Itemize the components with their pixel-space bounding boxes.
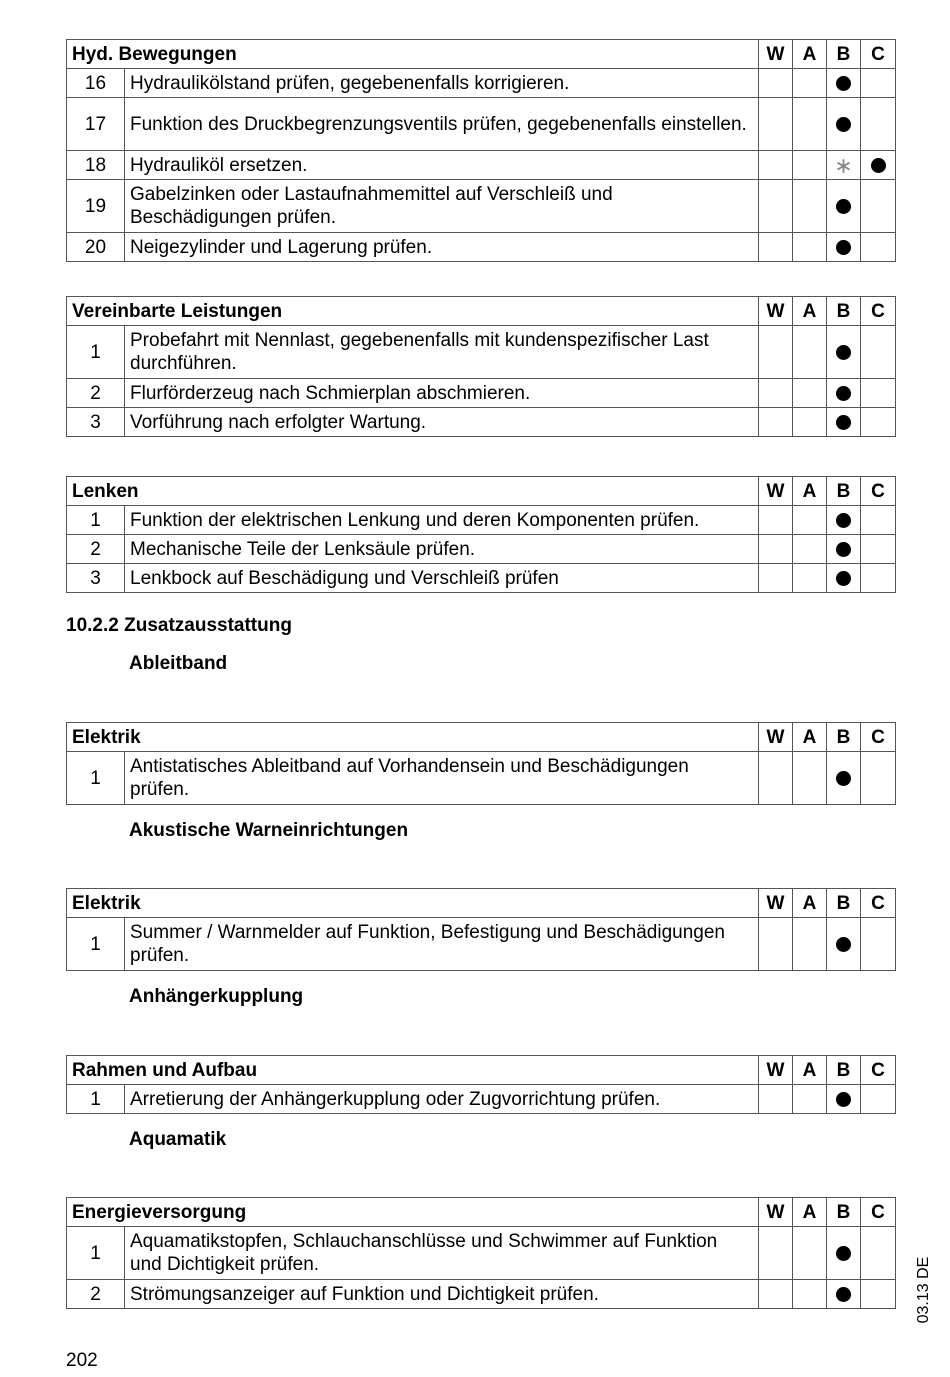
interval-cell-b bbox=[827, 1085, 861, 1114]
interval-cell-b bbox=[827, 151, 861, 180]
interval-cell-c bbox=[861, 535, 896, 564]
item-number: 1 bbox=[67, 326, 125, 379]
interval-cell-c bbox=[861, 918, 896, 971]
col-c: C bbox=[861, 889, 896, 918]
interval-cell-w bbox=[759, 151, 793, 180]
col-a: A bbox=[793, 297, 827, 326]
col-w: W bbox=[759, 889, 793, 918]
interval-cell-a bbox=[793, 151, 827, 180]
table-row bbox=[67, 69, 896, 98]
filled-dot-icon bbox=[836, 240, 851, 255]
table-title: Elektrik bbox=[67, 889, 759, 918]
interval-cell-c bbox=[861, 1280, 896, 1309]
interval-cell-c bbox=[861, 180, 896, 233]
table-title: Hyd. Bewegungen bbox=[67, 40, 759, 69]
subheading-akustische: Akustische Warneinrichtungen bbox=[129, 820, 409, 841]
col-c: C bbox=[861, 40, 896, 69]
table-row bbox=[67, 918, 896, 971]
item-number: 17 bbox=[67, 98, 125, 151]
table-lenken bbox=[66, 476, 896, 593]
interval-cell-a bbox=[793, 98, 827, 151]
interval-cell-a bbox=[793, 408, 827, 437]
item-description: Antistatisches Ableitband auf Vorhandensein und Beschädigungen prüfen. bbox=[125, 752, 759, 805]
interval-cell-c bbox=[861, 408, 896, 437]
filled-dot-icon bbox=[836, 1287, 851, 1302]
interval-cell-a bbox=[793, 564, 827, 593]
page-number: 202 bbox=[66, 1350, 98, 1371]
table-row bbox=[67, 564, 896, 593]
table-row bbox=[67, 180, 896, 233]
interval-cell-w bbox=[759, 180, 793, 233]
item-number: 19 bbox=[67, 180, 125, 233]
interval-cell-w bbox=[759, 379, 793, 408]
col-b: B bbox=[827, 297, 861, 326]
table-row bbox=[67, 408, 896, 437]
interval-cell-b bbox=[827, 535, 861, 564]
interval-cell-a bbox=[793, 918, 827, 971]
interval-cell-c bbox=[861, 506, 896, 535]
interval-cell-a bbox=[793, 752, 827, 805]
filled-dot-icon bbox=[836, 771, 851, 786]
interval-cell-w bbox=[759, 752, 793, 805]
table-row bbox=[67, 506, 896, 535]
section-heading: 10.2.2 Zusatzausstattung bbox=[66, 615, 292, 636]
interval-cell-b bbox=[827, 69, 861, 98]
table-row bbox=[67, 752, 896, 805]
interval-cell-w bbox=[759, 98, 793, 151]
col-w: W bbox=[759, 1198, 793, 1227]
interval-cell-w bbox=[759, 326, 793, 379]
col-w: W bbox=[759, 723, 793, 752]
interval-cell-a bbox=[793, 506, 827, 535]
interval-cell-w bbox=[759, 1085, 793, 1114]
col-b: B bbox=[827, 1198, 861, 1227]
subheading-anhaenger: Anhängerkupplung bbox=[129, 986, 304, 1007]
col-w: W bbox=[759, 1056, 793, 1085]
item-description: Aquamatikstopfen, Schlauchanschlüsse und Schwimmer auf Funktion und Dichtigkeit prüfen. bbox=[125, 1227, 759, 1280]
interval-cell-w bbox=[759, 535, 793, 564]
interval-cell-c bbox=[861, 752, 896, 805]
col-a: A bbox=[793, 477, 827, 506]
item-description: Neigezylinder und Lagerung prüfen. bbox=[125, 233, 759, 262]
filled-dot-icon bbox=[836, 199, 851, 214]
table-row bbox=[67, 1227, 896, 1280]
interval-cell-b bbox=[827, 379, 861, 408]
table-row bbox=[67, 326, 896, 379]
col-c: C bbox=[861, 1198, 896, 1227]
filled-dot-icon bbox=[836, 542, 851, 557]
table-title: Rahmen und Aufbau bbox=[67, 1056, 759, 1085]
col-a: A bbox=[793, 40, 827, 69]
interval-cell-a bbox=[793, 180, 827, 233]
item-description: Gabelzinken oder Lastaufnahmemittel auf Verschleiß und Beschädigungen prüfen. bbox=[125, 180, 759, 233]
interval-cell-w bbox=[759, 1280, 793, 1309]
item-number: 3 bbox=[67, 564, 125, 593]
table-elektrik-akustisch bbox=[66, 888, 896, 971]
subheading-ableitband: Ableitband bbox=[129, 653, 228, 674]
item-number: 16 bbox=[67, 69, 125, 98]
col-a: A bbox=[793, 1198, 827, 1227]
item-description: Flurförderzeug nach Schmierplan abschmieren. bbox=[125, 379, 759, 408]
filled-dot-icon bbox=[836, 571, 851, 586]
filled-dot-icon bbox=[836, 415, 851, 430]
table-title: Lenken bbox=[67, 477, 759, 506]
item-number: 1 bbox=[67, 752, 125, 805]
col-b: B bbox=[827, 40, 861, 69]
filled-dot-icon bbox=[871, 158, 886, 173]
item-number: 1 bbox=[67, 1085, 125, 1114]
interval-cell-a bbox=[793, 1085, 827, 1114]
table-row bbox=[67, 379, 896, 408]
interval-cell-a bbox=[793, 379, 827, 408]
interval-cell-b bbox=[827, 752, 861, 805]
interval-cell-c bbox=[861, 1085, 896, 1114]
interval-cell-c bbox=[861, 379, 896, 408]
interval-cell-b bbox=[827, 564, 861, 593]
interval-cell-c bbox=[861, 233, 896, 262]
item-number: 20 bbox=[67, 233, 125, 262]
item-description: Funktion des Druckbegrenzungsventils prüfen, gegebenenfalls einstellen. bbox=[125, 98, 759, 151]
table-elektrik-ableitband bbox=[66, 722, 896, 805]
item-number: 2 bbox=[67, 1280, 125, 1309]
interval-cell-b bbox=[827, 180, 861, 233]
filled-dot-icon bbox=[836, 76, 851, 91]
col-c: C bbox=[861, 1056, 896, 1085]
table-row bbox=[67, 1085, 896, 1114]
table-title: Vereinbarte Leistungen bbox=[67, 297, 759, 326]
table-row bbox=[67, 98, 896, 151]
table-title: Energieversorgung bbox=[67, 1198, 759, 1227]
table-row bbox=[67, 151, 896, 180]
col-a: A bbox=[793, 889, 827, 918]
item-description: Strömungsanzeiger auf Funktion und Dichtigkeit prüfen. bbox=[125, 1280, 759, 1309]
item-description: Mechanische Teile der Lenksäule prüfen. bbox=[125, 535, 759, 564]
interval-cell-w bbox=[759, 69, 793, 98]
interval-cell-w bbox=[759, 918, 793, 971]
col-w: W bbox=[759, 40, 793, 69]
filled-dot-icon bbox=[836, 386, 851, 401]
filled-dot-icon bbox=[836, 937, 851, 952]
interval-cell-a bbox=[793, 69, 827, 98]
interval-cell-b bbox=[827, 233, 861, 262]
item-description: Summer / Warnmelder auf Funktion, Befestigung und Beschädigungen prüfen. bbox=[125, 918, 759, 971]
col-b: B bbox=[827, 477, 861, 506]
interval-cell-w bbox=[759, 564, 793, 593]
filled-dot-icon bbox=[836, 513, 851, 528]
interval-cell-b bbox=[827, 98, 861, 151]
table-hyd-bewegungen bbox=[66, 39, 896, 262]
interval-cell-c bbox=[861, 69, 896, 98]
interval-cell-b bbox=[827, 1227, 861, 1280]
table-row bbox=[67, 233, 896, 262]
interval-cell-a bbox=[793, 1227, 827, 1280]
interval-cell-c bbox=[861, 98, 896, 151]
item-number: 3 bbox=[67, 408, 125, 437]
interval-cell-a bbox=[793, 326, 827, 379]
interval-cell-c bbox=[861, 151, 896, 180]
col-b: B bbox=[827, 889, 861, 918]
filled-dot-icon bbox=[836, 1246, 851, 1261]
interval-cell-w bbox=[759, 1227, 793, 1280]
interval-cell-b bbox=[827, 918, 861, 971]
table-energieversorgung bbox=[66, 1197, 896, 1309]
interval-cell-a bbox=[793, 535, 827, 564]
item-number: 1 bbox=[67, 506, 125, 535]
table-row bbox=[67, 535, 896, 564]
interval-cell-b bbox=[827, 1280, 861, 1309]
interval-cell-b bbox=[827, 326, 861, 379]
col-b: B bbox=[827, 1056, 861, 1085]
col-b: B bbox=[827, 723, 861, 752]
item-description: Vorführung nach erfolgter Wartung. bbox=[125, 408, 759, 437]
table-vereinbarte-leistungen bbox=[66, 296, 896, 437]
interval-cell-b bbox=[827, 506, 861, 535]
table-row bbox=[67, 1280, 896, 1309]
col-c: C bbox=[861, 477, 896, 506]
table-title: Elektrik bbox=[67, 723, 759, 752]
item-description: Hydrauliköl ersetzen. bbox=[125, 151, 759, 180]
filled-dot-icon bbox=[836, 117, 851, 132]
col-c: C bbox=[861, 723, 896, 752]
item-description: Hydraulikölstand prüfen, gegebenenfalls korrigieren. bbox=[125, 69, 759, 98]
interval-cell-c bbox=[861, 1227, 896, 1280]
interval-cell-w bbox=[759, 506, 793, 535]
item-number: 18 bbox=[67, 151, 125, 180]
interval-cell-c bbox=[861, 564, 896, 593]
item-description: Probefahrt mit Nennlast, gegebenenfalls mit kundenspezifischer Last durchführen. bbox=[125, 326, 759, 379]
item-description: Arretierung der Anhängerkupplung oder Zugvorrichtung prüfen. bbox=[125, 1085, 759, 1114]
interval-cell-w bbox=[759, 408, 793, 437]
item-description: Funktion der elektrischen Lenkung und deren Komponenten prüfen. bbox=[125, 506, 759, 535]
interval-cell-a bbox=[793, 1280, 827, 1309]
edition-label: 03.13 DE bbox=[915, 1256, 932, 1324]
interval-cell-b bbox=[827, 408, 861, 437]
col-a: A bbox=[793, 723, 827, 752]
subheading-aquamatik: Aquamatik bbox=[129, 1129, 227, 1150]
interval-cell-c bbox=[861, 326, 896, 379]
col-w: W bbox=[759, 477, 793, 506]
item-number: 2 bbox=[67, 379, 125, 408]
col-w: W bbox=[759, 297, 793, 326]
item-number: 1 bbox=[67, 1227, 125, 1280]
item-description: Lenkbock auf Beschädigung und Verschleiß prüfen bbox=[125, 564, 759, 593]
filled-dot-icon bbox=[836, 345, 851, 360]
interval-cell-a bbox=[793, 233, 827, 262]
filled-dot-icon bbox=[836, 1092, 851, 1107]
item-number: 2 bbox=[67, 535, 125, 564]
table-rahmen-aufbau bbox=[66, 1055, 896, 1114]
col-c: C bbox=[861, 297, 896, 326]
item-number: 1 bbox=[67, 918, 125, 971]
interval-cell-w bbox=[759, 233, 793, 262]
col-a: A bbox=[793, 1056, 827, 1085]
asterisk-icon: ∗ bbox=[834, 152, 853, 178]
